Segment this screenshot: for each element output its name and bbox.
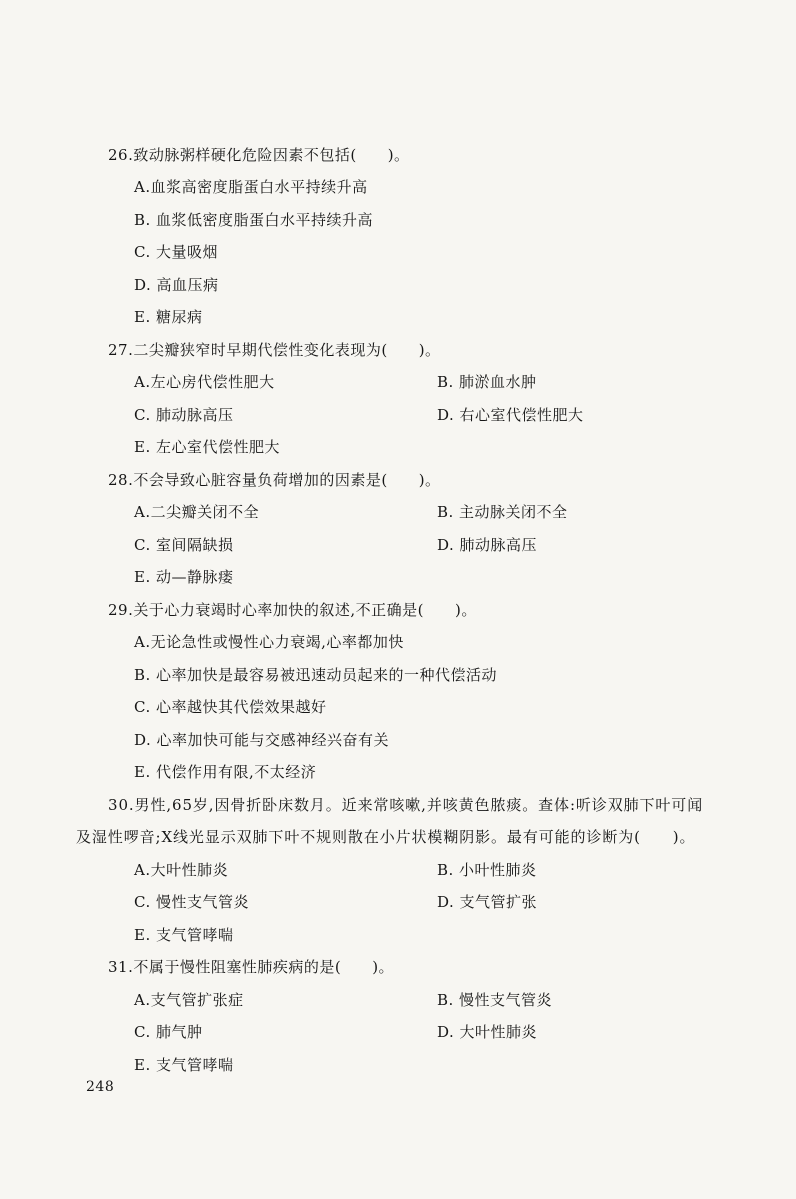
question-31-option-e: E. 支气管哮喘 bbox=[134, 1056, 234, 1074]
question-29-option-a: A.无论急性或慢性心力衰竭,心率都加快 bbox=[134, 633, 404, 651]
question-28-option-b: B. 主动脉关闭不全 bbox=[437, 503, 568, 521]
question-29-option-b: B. 心率加快是最容易被迅速动员起来的一种代偿活动 bbox=[134, 666, 498, 684]
page-number: 248 bbox=[86, 1079, 115, 1095]
question-28-option-d: D. 肺动脉高压 bbox=[437, 536, 538, 554]
question-26-option-a: A.血浆高密度脂蛋白水平持续升高 bbox=[134, 178, 368, 196]
question-30-option-d: D. 支气管扩张 bbox=[437, 893, 538, 911]
question-27-option-a: A.左心房代偿性肥大 bbox=[134, 373, 275, 391]
question-30-option-b: B. 小叶性肺炎 bbox=[437, 861, 537, 879]
question-28-option-a: A.二尖瓣关闭不全 bbox=[134, 503, 260, 521]
question-26-option-d: D. 高血压病 bbox=[134, 276, 219, 294]
question-31-option-d: D. 大叶性肺炎 bbox=[437, 1023, 538, 1041]
question-31-stem: 31.不属于慢性阻塞性肺疾病的是( )。 bbox=[108, 958, 395, 976]
question-30-option-e: E. 支气管哮喘 bbox=[134, 926, 234, 944]
question-28-stem: 28.不会导致心脏容量负荷增加的因素是( )。 bbox=[108, 471, 441, 489]
question-26-option-e: E. 糖尿病 bbox=[134, 308, 203, 326]
question-26-option-c: C. 大量吸烟 bbox=[134, 243, 218, 261]
question-28-option-e: E. 动—静脉瘘 bbox=[134, 568, 234, 586]
question-26-option-b: B. 血浆低密度脂蛋白水平持续升高 bbox=[134, 211, 374, 229]
question-29-option-c: C. 心率越快其代偿效果越好 bbox=[134, 698, 327, 716]
question-27-option-b: B. 肺淤血水肿 bbox=[437, 373, 537, 391]
question-26-stem: 26.致动脉粥样硬化危险因素不包括( )。 bbox=[108, 146, 410, 164]
question-27-option-c: C. 肺动脉高压 bbox=[134, 406, 234, 424]
question-30-option-c: C. 慢性支气管炎 bbox=[134, 893, 249, 911]
question-31-option-b: B. 慢性支气管炎 bbox=[437, 991, 553, 1009]
question-28-option-c: C. 室间隔缺损 bbox=[134, 536, 234, 554]
question-29-option-d: D. 心率加快可能与交感神经兴奋有关 bbox=[134, 731, 390, 749]
question-30-stem-continued: 及湿性啰音;X线光显示双肺下叶不规则散在小片状模糊阴影。最有可能的诊断为( )。 bbox=[76, 828, 696, 846]
question-27-stem: 27.二尖瓣狭窄时早期代偿性变化表现为( )。 bbox=[108, 341, 441, 359]
question-30-stem: 30.男性,65岁,因骨折卧床数月。近来常咳嗽,并咳黄色脓痰。查体:听诊双肺下叶可闻 bbox=[108, 796, 704, 814]
question-27-option-e: E. 左心室代偿性肥大 bbox=[134, 438, 280, 456]
question-29-stem: 29.关于心力衰竭时心率加快的叙述,不正确是( )。 bbox=[108, 601, 477, 619]
question-29-option-e: E. 代偿作用有限,不太经济 bbox=[134, 763, 317, 781]
question-31-option-a: A.支气管扩张症 bbox=[134, 991, 244, 1009]
question-30-option-a: A.大叶性肺炎 bbox=[134, 861, 229, 879]
question-31-option-c: C. 肺气肿 bbox=[134, 1023, 203, 1041]
question-27-option-d: D. 右心室代偿性肥大 bbox=[437, 406, 584, 424]
